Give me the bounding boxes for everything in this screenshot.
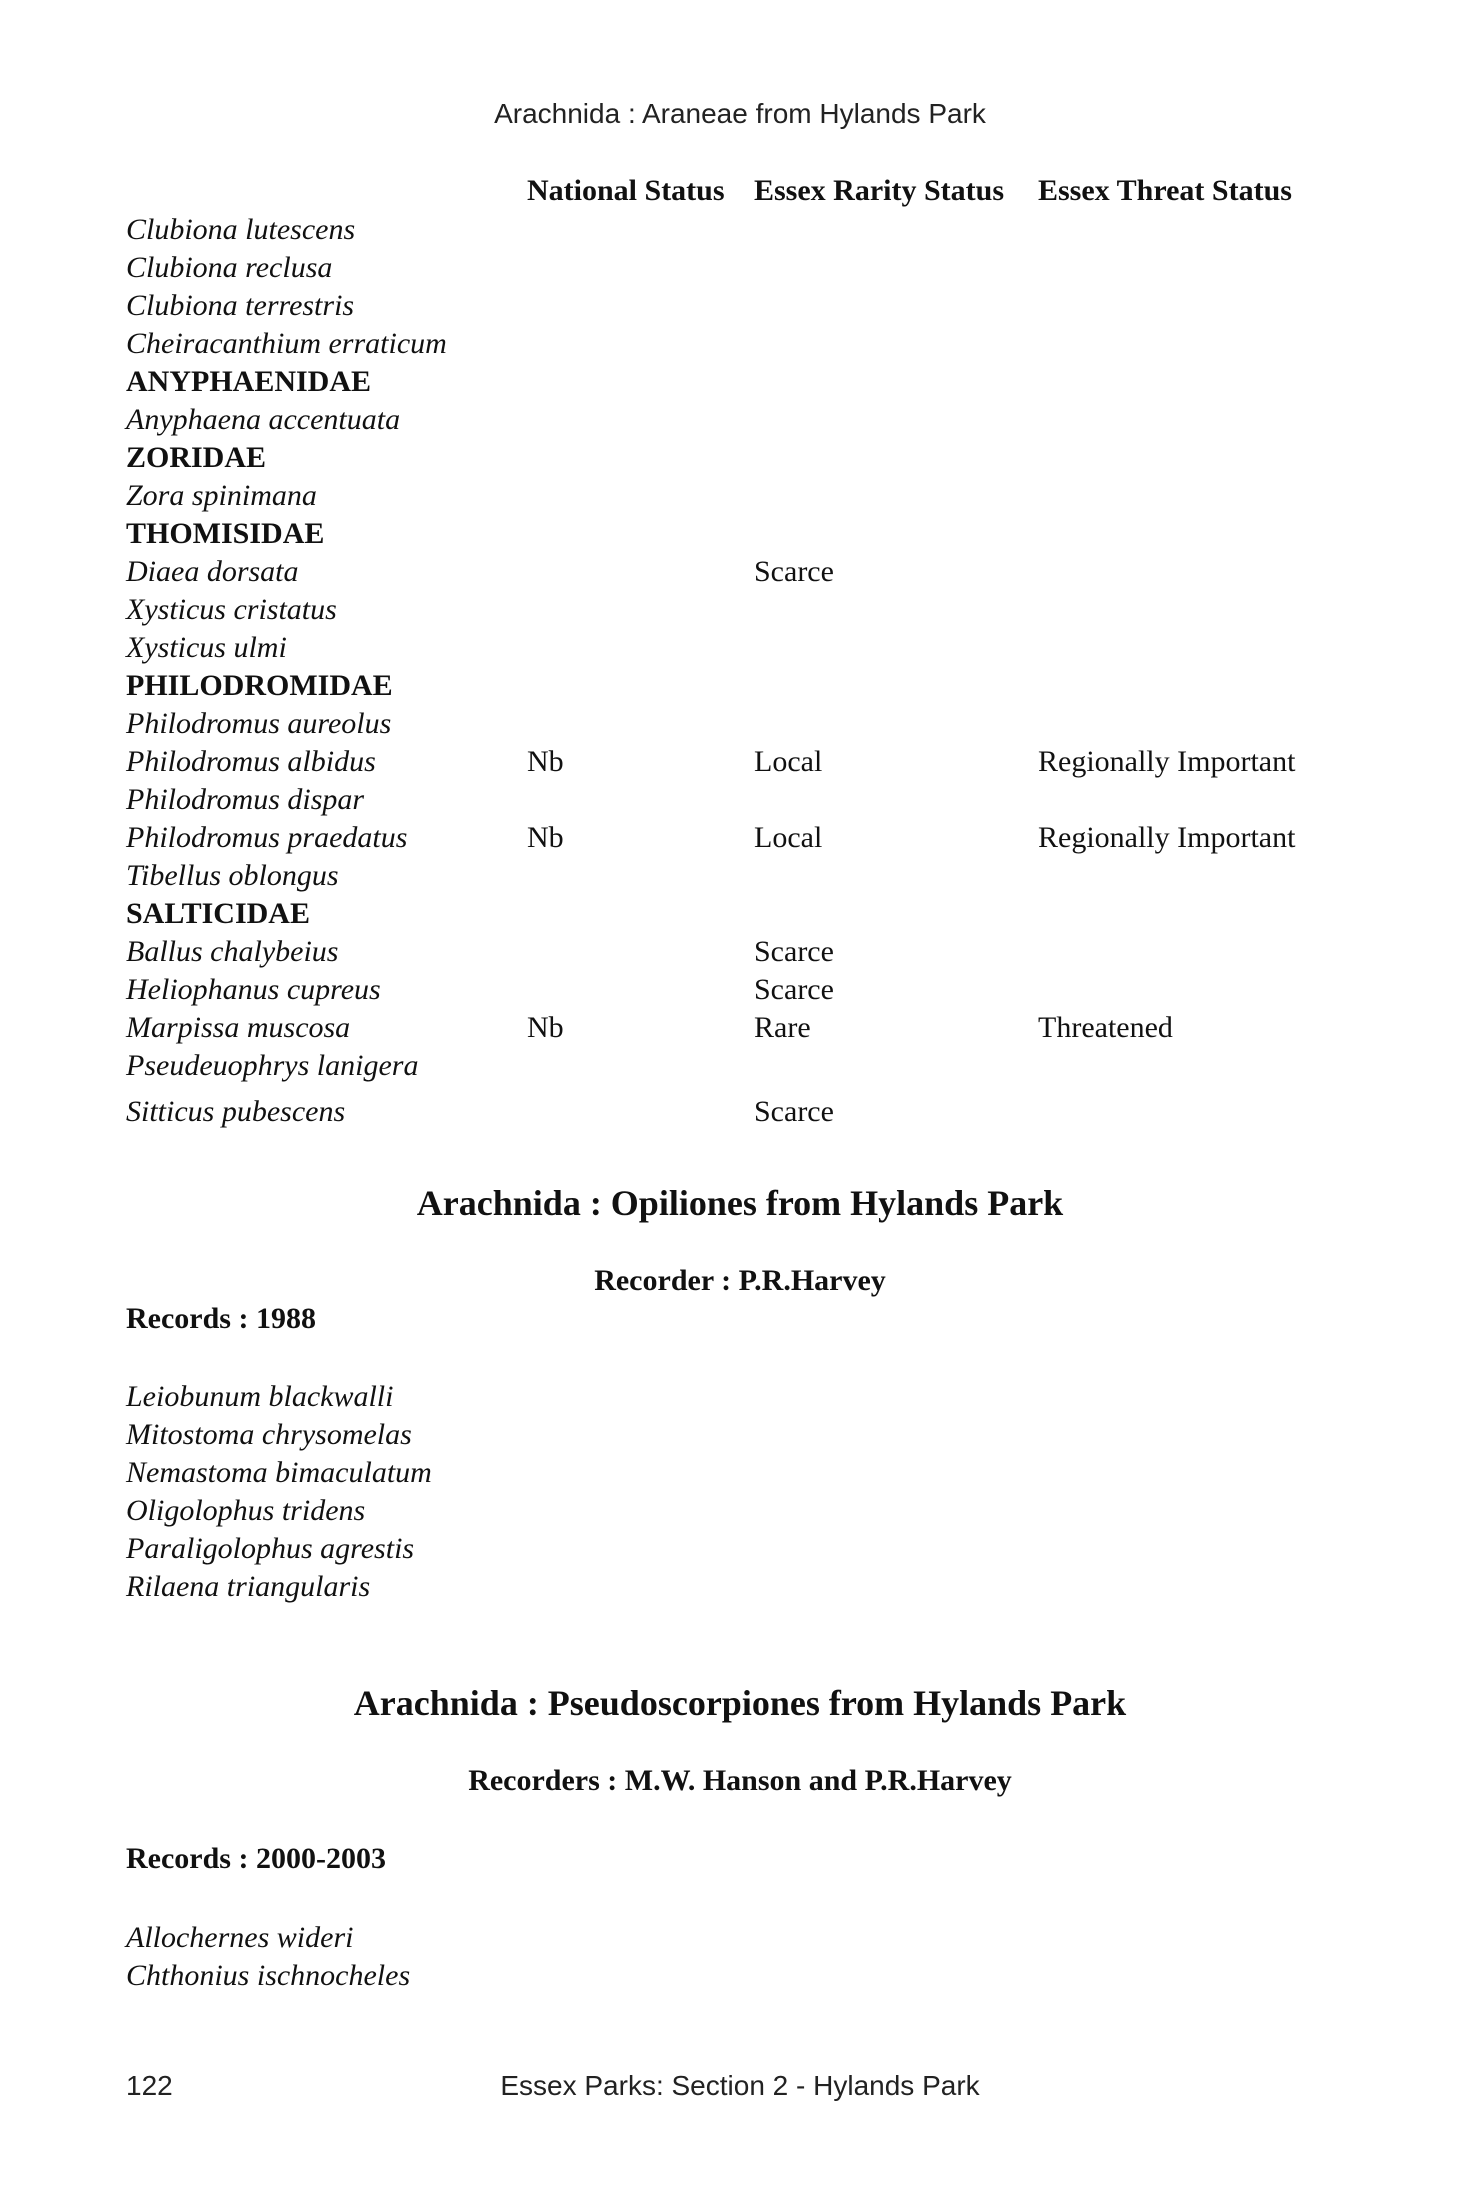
- rarity-status: Scarce: [754, 973, 834, 1006]
- family-name: PHILODROMIDAE: [126, 669, 393, 702]
- species-name: Clubiona lutescens: [126, 213, 356, 246]
- family-heading-row: [0, 515, 1480, 553]
- family-name: ZORIDAE: [126, 441, 267, 474]
- rarity-status: Scarce: [754, 555, 834, 588]
- family-heading-row: [0, 439, 1480, 477]
- species-row: [0, 1085, 1480, 1131]
- threat-status: Regionally Important: [1038, 745, 1296, 778]
- species-row: [0, 249, 1480, 287]
- species-row: [0, 477, 1480, 515]
- opiliones-recorder: Recorder : P.R.Harvey: [594, 1264, 886, 1297]
- pseudoscorpiones-records: Records : 2000-2003: [126, 1842, 386, 1875]
- species-name: Philodromus praedatus: [126, 821, 408, 854]
- species-row: [0, 287, 1480, 325]
- list-item: Rilaena triangularis: [126, 1570, 371, 1603]
- pseudoscorpiones-species-list: [126, 1919, 410, 1995]
- col-national-status: National Status: [527, 174, 725, 207]
- list-item: Leiobunum blackwalli: [126, 1380, 394, 1413]
- species-name: Diaea dorsata: [126, 555, 299, 588]
- species-name: Marpissa muscosa: [126, 1011, 351, 1044]
- species-name: Anyphaena accentuata: [126, 403, 401, 436]
- species-row: [0, 211, 1480, 249]
- family-heading-row: [0, 667, 1480, 705]
- araneae-column-headers: [0, 174, 1480, 214]
- species-name: Zora spinimana: [126, 479, 317, 512]
- species-row: [0, 819, 1480, 857]
- species-row: [0, 553, 1480, 591]
- species-name: Philodromus albidus: [126, 745, 376, 778]
- list-item: Allochernes wideri: [126, 1921, 354, 1954]
- species-row: [0, 1009, 1480, 1047]
- list-item: Nemastoma bimaculatum: [126, 1456, 432, 1489]
- list-item: Paraligolophus agrestis: [126, 1532, 415, 1565]
- family-heading-row: [0, 363, 1480, 401]
- species-name: Sitticus pubescens: [126, 1095, 346, 1128]
- list-item: Chthonius ischnocheles: [126, 1959, 411, 1992]
- species-row: [0, 1047, 1480, 1085]
- footer-title: Essex Parks: Section 2 - Hylands Park: [500, 2070, 980, 2101]
- family-name: ANYPHAENIDAE: [126, 365, 372, 398]
- family-name: SALTICIDAE: [126, 897, 310, 930]
- species-name: Xysticus cristatus: [126, 593, 337, 626]
- list-item: Oligolophus tridens: [126, 1494, 366, 1527]
- species-row: [0, 591, 1480, 629]
- national-status: Nb: [527, 821, 564, 854]
- species-row: [0, 629, 1480, 667]
- opiliones-records: Records : 1988: [126, 1302, 316, 1335]
- species-row: [0, 325, 1480, 363]
- threat-status: Regionally Important: [1038, 821, 1296, 854]
- araneae-species-table: [0, 211, 1480, 1131]
- national-status: Nb: [527, 1011, 564, 1044]
- species-name: Cheiracanthium erraticum: [126, 327, 447, 360]
- col-essex-threat-status: Essex Threat Status: [1038, 174, 1292, 207]
- species-row: [0, 857, 1480, 895]
- species-name: Heliophanus cupreus: [126, 973, 381, 1006]
- col-essex-rarity-status: Essex Rarity Status: [754, 174, 1005, 207]
- list-item: Mitostoma chrysomelas: [126, 1418, 412, 1451]
- threat-status: Threatened: [1038, 1011, 1173, 1044]
- family-name: THOMISIDAE: [126, 517, 325, 550]
- species-name: Xysticus ulmi: [126, 631, 287, 664]
- running-header: Arachnida : Araneae from Hylands Park: [494, 98, 986, 129]
- species-name: Tibellus oblongus: [126, 859, 339, 892]
- opiliones-title: Arachnida : Opiliones from Hylands Park: [416, 1183, 1064, 1223]
- page-number: 122: [126, 2070, 173, 2101]
- rarity-status: Scarce: [754, 935, 834, 968]
- species-name: Philodromus aureolus: [126, 707, 392, 740]
- pseudoscorpiones-title: Arachnida : Pseudoscorpiones from Hylands Park: [353, 1683, 1127, 1723]
- pseudoscorpiones-recorder: Recorders : M.W. Hanson and P.R.Harvey: [468, 1764, 1012, 1797]
- rarity-status: Rare: [754, 1011, 811, 1044]
- national-status: Nb: [527, 745, 564, 778]
- species-name: Ballus chalybeius: [126, 935, 339, 968]
- species-row: [0, 705, 1480, 743]
- family-heading-row: [0, 895, 1480, 933]
- species-name: Clubiona reclusa: [126, 251, 333, 284]
- species-name: Philodromus dispar: [126, 783, 365, 816]
- opiliones-species-list: [126, 1378, 432, 1606]
- species-row: [0, 781, 1480, 819]
- species-name: Pseudeuophrys lanigera: [126, 1049, 419, 1082]
- rarity-status: Local: [754, 745, 823, 778]
- species-name: Clubiona terrestris: [126, 289, 355, 322]
- species-row: [0, 743, 1480, 781]
- species-row: [0, 933, 1480, 971]
- species-row: [0, 971, 1480, 1009]
- species-row: [0, 401, 1480, 439]
- rarity-status: Scarce: [754, 1095, 834, 1128]
- rarity-status: Local: [754, 821, 823, 854]
